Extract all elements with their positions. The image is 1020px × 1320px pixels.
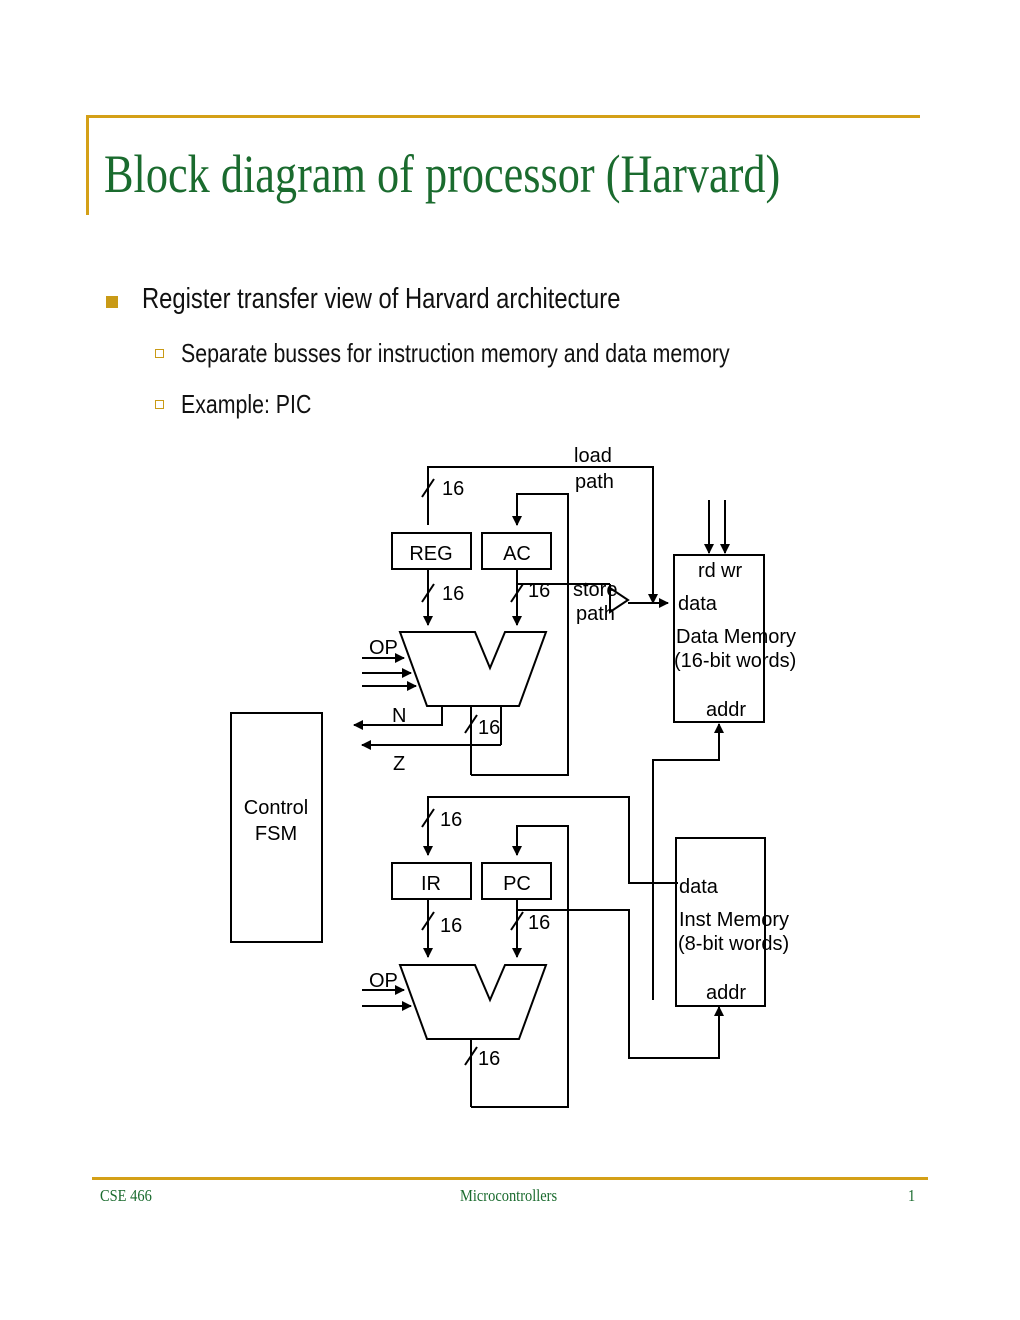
data-mem-data-label: data	[678, 593, 717, 615]
inst-mem-words: (8-bit words)	[678, 933, 790, 955]
sub-bullet-text-1: Separate busses for instruction memory and data memory	[181, 338, 730, 368]
data-mem-name: Data Memory	[676, 626, 797, 648]
sub-bullet-text-2: Example: PIC	[181, 389, 312, 419]
bus-width-label: 16	[440, 915, 463, 937]
alu-top	[400, 632, 546, 706]
n-flag-label: N	[392, 705, 407, 727]
bus-width-label: 16	[442, 478, 465, 500]
pc-label: PC	[503, 873, 531, 895]
control-fsm-label-1: Control	[243, 797, 309, 819]
rd-label: rd	[698, 560, 716, 582]
inst-data-to-ir-wire	[428, 797, 678, 883]
bus-width-label: 16	[478, 1048, 501, 1070]
z-flag-label: Z	[393, 753, 406, 775]
bus-width-label: 16	[528, 912, 551, 934]
footer-rule	[92, 1177, 928, 1180]
alu-bottom	[400, 965, 546, 1039]
inst-mem-addr-label: addr	[706, 982, 747, 1004]
bus-width-label: 16	[442, 583, 465, 605]
load-path-label: path	[575, 471, 614, 493]
ir-label: IR	[421, 873, 441, 895]
data-addr-wire	[653, 724, 719, 1000]
footer-course: CSE 466	[100, 1186, 152, 1205]
bullet-text: Register transfer view of Harvard architecture	[142, 283, 621, 315]
bus-width-label: 16	[478, 717, 501, 739]
control-fsm-label-2: FSM	[254, 823, 298, 845]
op-label-top: OP	[369, 637, 398, 659]
footer-topic: Microcontrollers	[460, 1186, 558, 1205]
wr-label: wr	[721, 560, 743, 582]
store-path-label: path	[576, 603, 615, 625]
data-mem-words: (16-bit words)	[674, 650, 797, 672]
ac-label: AC	[503, 543, 531, 565]
load-label: load	[574, 445, 612, 467]
inst-mem-name: Inst Memory	[679, 909, 790, 931]
reg-label: REG	[409, 543, 453, 565]
bus-width-label: 16	[528, 580, 551, 602]
page-number: 1	[908, 1186, 916, 1205]
slide-title: Block diagram of processor (Harvard)	[104, 144, 781, 204]
inst-mem-data-label: data	[679, 876, 718, 898]
data-mem-addr-label: addr	[706, 699, 747, 721]
bus-width-label: 16	[440, 809, 463, 831]
op-label-bottom: OP	[369, 970, 398, 992]
store-label: store	[573, 579, 618, 601]
